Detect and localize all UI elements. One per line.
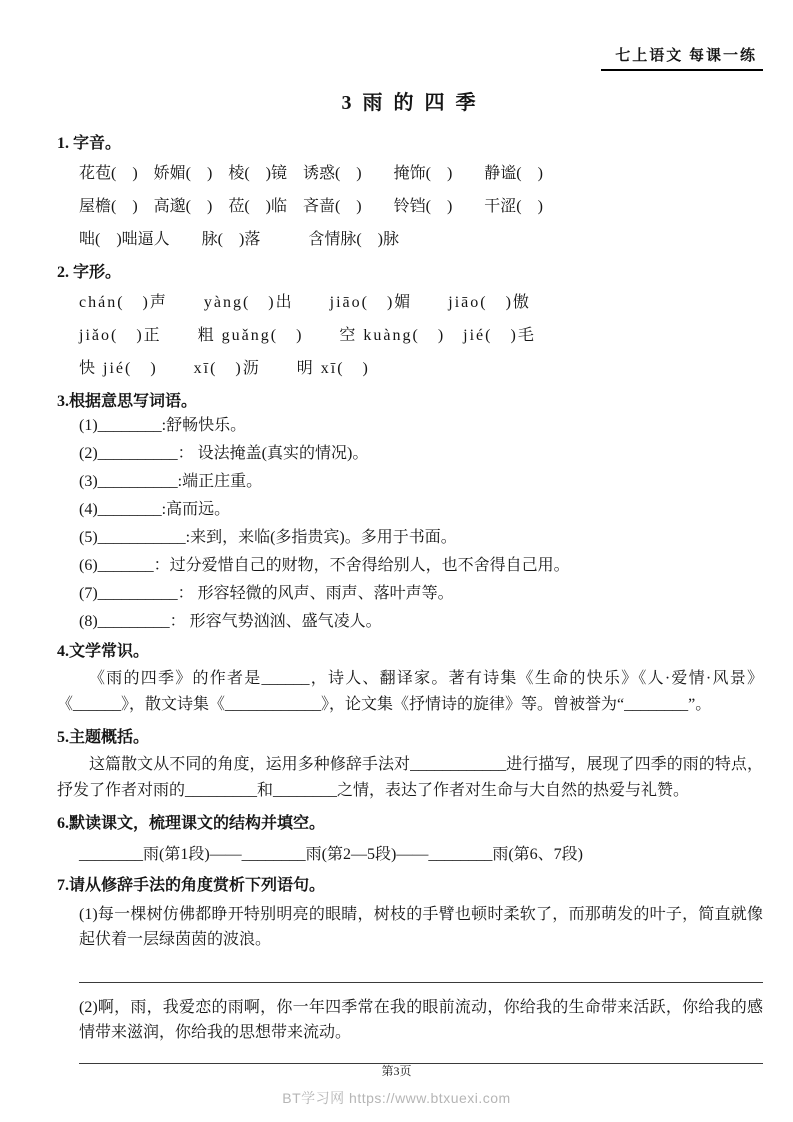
lesson-title: 3 雨 的 四 季 (341, 92, 479, 114)
meaning-item: (4)________:高而远。 (79, 501, 231, 518)
section-structure (57, 813, 763, 866)
section-2-heading: 2. 字形。 (57, 264, 122, 281)
rhetoric-sentence-2: (2)啊，雨，我爱恋的雨啊，你一年四季常在我的眼前流动，你给我的生命带来活跃，你给我的感情带来滋润，你给我的思想带来流动。 (79, 983, 763, 1064)
section-1-heading: 1. 字音。 (57, 135, 122, 152)
structure-fill-line: ________雨(第1段)——________雨(第2—5段)——________雨(第6、7段) (79, 846, 583, 863)
meaning-item: (5)___________:来到，来临(多指贵宾)。多用于书面。 (79, 529, 457, 546)
page-header (57, 44, 763, 70)
page-footer (0, 1062, 793, 1108)
meaning-item: (3)__________:端正庄重。 (79, 473, 263, 490)
course-badge: 七上语文 每课一练 (601, 44, 763, 71)
section-7-heading: 7.请从修辞手法的角度赏析下列语句。 (57, 877, 326, 894)
meaning-item: (1)________:舒畅快乐。 (79, 417, 247, 434)
pronunciation-line: 咄( )咄逼人 脉( )落 含情脉( )脉 (79, 231, 399, 248)
section-theme-summary (57, 727, 763, 804)
site-watermark: BT学习网 https://www.btxuexi.com (282, 1090, 511, 1106)
section-3-body (57, 416, 763, 632)
section-literary-knowledge (57, 641, 763, 718)
meaning-item: (6)_______：过分爱惜自己的财物，不舍得给别人，也不舍得自己用。 (79, 557, 570, 574)
section-6-heading: 6.默读课文，梳理课文的结构并填空。 (57, 815, 326, 832)
meaning-item: (2)__________： 设法掩盖(真实的情况)。 (79, 445, 369, 462)
section-word-meaning (57, 391, 763, 632)
literary-knowledge-paragraph: 《雨的四季》的作者是______，诗人、翻译家。著有诗集《生命的快乐》《人·爱情·风景》《______》，散文诗集《____________》，论文集《抒情诗的旋律》等。曾被誉为“________”。 (57, 670, 763, 713)
pronunciation-line: 花苞( ) 娇媚( ) 棱( )镜 诱惑( ) 掩饰( ) 静谧( ) (79, 165, 543, 182)
meaning-item: (7)__________： 形容轻微的风声、雨声、落叶声等。 (79, 585, 454, 602)
character-form-line: jiǎo( )正 粗 guǎng( ) 空 kuàng( ) jié( )毛 (79, 327, 536, 344)
section-2-body (57, 292, 763, 379)
page-number: 第3页 (381, 1064, 412, 1078)
section-3-heading: 3.根据意思写词语。 (57, 393, 198, 410)
section-4-heading: 4.文学常识。 (57, 643, 150, 660)
meaning-item: (8)_________： 形容气势汹汹、盛气凌人。 (79, 613, 382, 630)
theme-summary-paragraph: 这篇散文从不同的角度，运用多种修辞手法对____________进行描写，展现了四季的雨的特点，抒发了作者对雨的_________和________之情，表达了作者对生命与大自然的热爱与礼赞。 (57, 756, 763, 799)
section-pronunciation (57, 133, 763, 250)
character-form-line: chán( )声 yàng( )出 jiāo( )媚 jiāo( )傲 (79, 294, 531, 311)
section-7-body (57, 896, 763, 1064)
pronunciation-line: 屋檐( ) 高邈( ) 莅( )临 吝啬( ) 铃铛( ) 干涩( ) (79, 198, 543, 215)
rhetoric-sentence-1: (1)每一棵树仿佛都睁开特别明亮的眼睛，树枝的手臂也顿时柔软了，而那萌发的叶子，简直就像起伏着一层绿茵茵的波浪。 (79, 896, 763, 983)
section-5-heading: 5.主题概括。 (57, 729, 150, 746)
character-form-line: 快 jié( ) xī( )沥 明 xī( ) (79, 360, 370, 377)
section-characters (57, 262, 763, 379)
section-6-body (57, 844, 763, 866)
section-rhetoric-analysis (57, 875, 763, 1064)
section-1-body (57, 163, 763, 250)
